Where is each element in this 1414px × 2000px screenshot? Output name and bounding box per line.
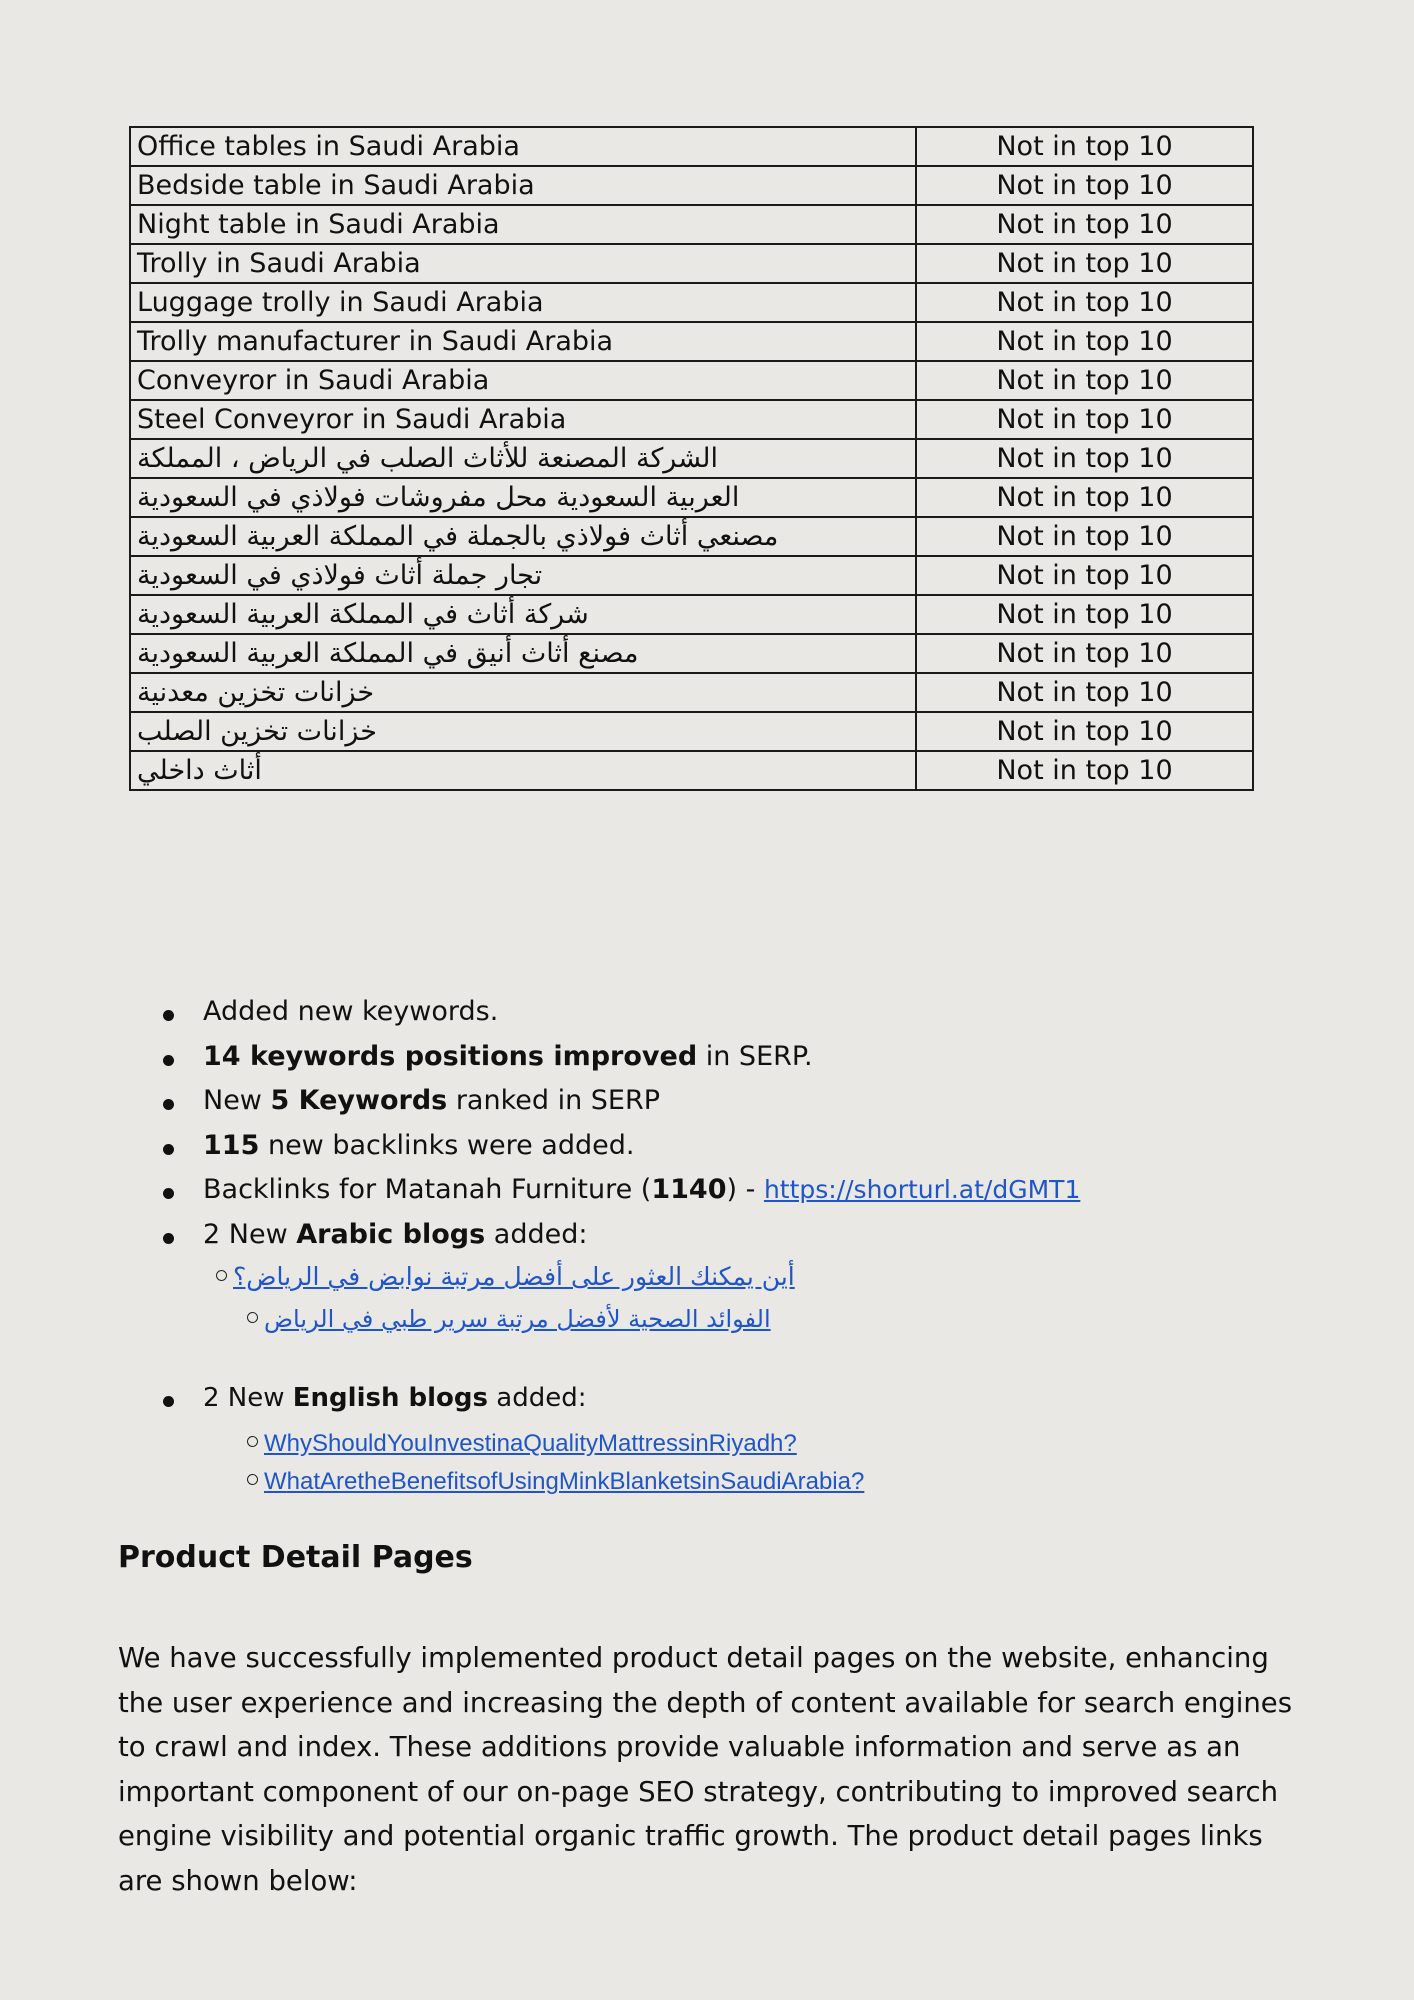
keyword-cell: Trolly in Saudi Arabia xyxy=(130,244,916,283)
list-item: Added new keywords. xyxy=(160,990,1080,1035)
keyword-cell: مصنعي أثاث فولاذي بالجملة في المملكة العربية السعودية xyxy=(130,517,916,556)
table-row xyxy=(130,595,1253,634)
bullet-icon xyxy=(163,1055,174,1066)
backlinks-link[interactable]: https://shorturl.at/dGMT1 xyxy=(763,1175,1081,1204)
keyword-cell: مصنع أثاث أنيق في المملكة العربية السعودية xyxy=(130,634,916,673)
keyword-cell: Conveyror in Saudi Arabia xyxy=(130,361,916,400)
circle-bullet-icon xyxy=(247,1436,258,1447)
table-row xyxy=(130,127,1253,166)
table-row xyxy=(130,205,1253,244)
keyword-cell: Trolly manufacturer in Saudi Arabia xyxy=(130,322,916,361)
table-row xyxy=(130,712,1253,751)
section-title: Product Detail Pages xyxy=(118,1540,473,1575)
bullet-icon xyxy=(163,1010,174,1021)
rank-cell: Not in top 10 xyxy=(916,244,1253,283)
list-item: New 5 Keywords ranked in SERP xyxy=(160,1079,1080,1124)
rank-cell: Not in top 10 xyxy=(916,673,1253,712)
rank-cell: Not in top 10 xyxy=(916,478,1253,517)
bullet-icon xyxy=(163,1188,174,1199)
table-row xyxy=(130,166,1253,205)
english-blog-link-1[interactable]: WhyShouldYouInvestinaQualityMattressinRiyadh? xyxy=(264,1430,797,1457)
list-item: 14 keywords positions improved in SERP. xyxy=(160,1035,1080,1080)
table-row xyxy=(130,400,1253,439)
list-item: 2 New English blogs added: xyxy=(160,1376,586,1421)
arabic-blog-item xyxy=(247,1305,771,1333)
bullet-icon xyxy=(163,1396,174,1407)
table-row xyxy=(130,478,1253,517)
bullet-icon xyxy=(163,1144,174,1155)
keyword-cell: Steel Conveyror in Saudi Arabia xyxy=(130,400,916,439)
table-row xyxy=(130,517,1253,556)
keyword-cell: Night table in Saudi Arabia xyxy=(130,205,916,244)
rank-cell: Not in top 10 xyxy=(916,127,1253,166)
keyword-cell: العربية السعودية محل مفروشات فولاذي في السعودية xyxy=(130,478,916,517)
table-row xyxy=(130,439,1253,478)
english-blogs-list xyxy=(160,1376,586,1421)
keyword-cell: خزانات تخزين معدنية xyxy=(130,673,916,712)
keywords-table-body xyxy=(130,127,1253,790)
rank-cell: Not in top 10 xyxy=(916,712,1253,751)
list-item: 2 New Arabic blogs added: xyxy=(160,1213,1080,1258)
keyword-cell: الشركة المصنعة للأثاث الصلب في الرياض ، المملكة xyxy=(130,439,916,478)
rank-cell: Not in top 10 xyxy=(916,166,1253,205)
table-row xyxy=(130,361,1253,400)
keyword-cell: تجار جملة أثاث فولاذي في السعودية xyxy=(130,556,916,595)
rank-cell: Not in top 10 xyxy=(916,517,1253,556)
english-blog-link-2[interactable]: WhatAretheBenefitsofUsingMinkBlanketsinSaudiArabia? xyxy=(264,1468,865,1495)
table-row xyxy=(130,556,1253,595)
english-blog-item xyxy=(247,1468,956,1496)
keyword-cell: Office tables in Saudi Arabia xyxy=(130,127,916,166)
table-row xyxy=(130,751,1253,790)
rank-cell: Not in top 10 xyxy=(916,595,1253,634)
circle-bullet-icon xyxy=(247,1312,258,1323)
section-body: We have successfully implemented product detail pages on the website, enhancing the user experience and increasing the depth of content available for search engines to crawl and index. These additions provide valuable information and serve as an important component of our on-page SEO strategy, contributing to improved search engine visibility and potential organic traffic growth. The product detail pages links are shown below: xyxy=(118,1642,1293,1897)
rank-cell: Not in top 10 xyxy=(916,556,1253,595)
keywords-ranking-table xyxy=(129,126,1254,791)
table-row xyxy=(130,283,1253,322)
rank-cell: Not in top 10 xyxy=(916,361,1253,400)
keyword-cell: Bedside table in Saudi Arabia xyxy=(130,166,916,205)
table-row xyxy=(130,322,1253,361)
list-item: Backlinks for Matanah Furniture (1140) - https://shorturl.at/dGMT1 xyxy=(160,1168,1080,1213)
keyword-cell: أثاث داخلي xyxy=(130,751,916,790)
rank-cell: Not in top 10 xyxy=(916,751,1253,790)
arabic-blog-item xyxy=(216,1262,795,1291)
bullet-icon xyxy=(163,1233,174,1244)
summary-list xyxy=(160,990,1080,1257)
keyword-cell: خزانات تخزين الصلب xyxy=(130,712,916,751)
keyword-cell: Luggage trolly in Saudi Arabia xyxy=(130,283,916,322)
table-row xyxy=(130,634,1253,673)
rank-cell: Not in top 10 xyxy=(916,205,1253,244)
rank-cell: Not in top 10 xyxy=(916,439,1253,478)
english-blog-item xyxy=(247,1430,857,1458)
bullet-icon xyxy=(163,1099,174,1110)
rank-cell: Not in top 10 xyxy=(916,400,1253,439)
rank-cell: Not in top 10 xyxy=(916,283,1253,322)
arabic-blog-link-2[interactable]: الفوائد الصحية لأفضل مرتبة سرير طبي في الرياض xyxy=(264,1305,771,1333)
rank-cell: Not in top 10 xyxy=(916,634,1253,673)
rank-cell: Not in top 10 xyxy=(916,322,1253,361)
keyword-cell: شركة أثاث في المملكة العربية السعودية xyxy=(130,595,916,634)
list-item: 115 new backlinks were added. xyxy=(160,1124,1080,1169)
table-row xyxy=(130,244,1253,283)
circle-bullet-icon xyxy=(216,1270,227,1281)
arabic-blog-link-1[interactable]: أين يمكنك العثور على أفضل مرتبة نوابض في الرياض؟ xyxy=(233,1262,795,1291)
circle-bullet-icon xyxy=(247,1474,258,1485)
table-row xyxy=(130,673,1253,712)
